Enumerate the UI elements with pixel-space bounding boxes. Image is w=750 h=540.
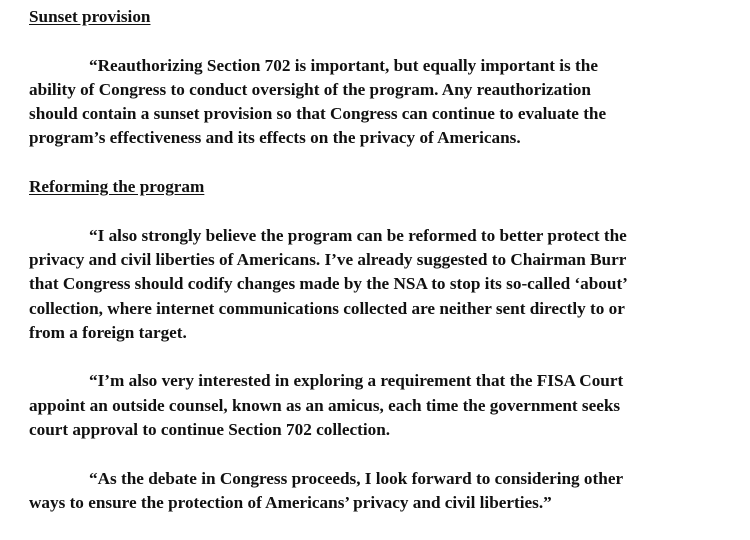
- paragraph-line: program’s effectiveness and its effects on the privacy of Americans.: [29, 128, 521, 148]
- paragraph-line: should contain a sunset provision so that Congress can continue to evaluate the: [29, 104, 607, 124]
- paragraph-line: “As the debate in Congress proceeds, I look forward to considering other: [89, 468, 624, 488]
- paragraph-line: court approval to continue Section 702 collection.: [29, 420, 391, 440]
- paragraph-fisa-amicus: [29, 369, 729, 442]
- paragraph-sunset-provision: [29, 54, 729, 151]
- paragraph-line: privacy and civil liberties of Americans. I’ve already suggested to Chairman Burr: [29, 249, 627, 269]
- paragraph-line: appoint an outside counsel, known as an amicus, each time the government seeks: [29, 395, 621, 415]
- document: [29, 5, 729, 540]
- paragraph-line: “Reauthorizing Section 702 is important, but equally important is the: [89, 55, 598, 75]
- paragraph-debate-proceeds: [29, 467, 729, 516]
- paragraph-line: “I also strongly believe the program can be reformed to better protect the: [89, 225, 627, 245]
- paragraph-reform-program: [29, 224, 729, 345]
- paragraph-line: collection, where internet communications collected are neither sent directly to or: [29, 298, 625, 318]
- paragraph-line: ways to ensure the protection of Americans’ privacy and civil liberties.”: [29, 492, 552, 512]
- paragraph-line: that Congress should codify changes made by the NSA to stop its so-called ‘about’: [29, 274, 628, 294]
- section-heading-sunset-provision: Sunset provision: [29, 7, 151, 26]
- paragraph-line: from a foreign target.: [29, 322, 187, 342]
- section-heading-reforming-the-program: Reforming the program: [29, 177, 205, 197]
- paragraph-line: ability of Congress to conduct oversight of the program. Any reauthorization: [29, 79, 591, 99]
- paragraph-line: “I’m also very interested in exploring a requirement that the FISA Court: [89, 371, 624, 391]
